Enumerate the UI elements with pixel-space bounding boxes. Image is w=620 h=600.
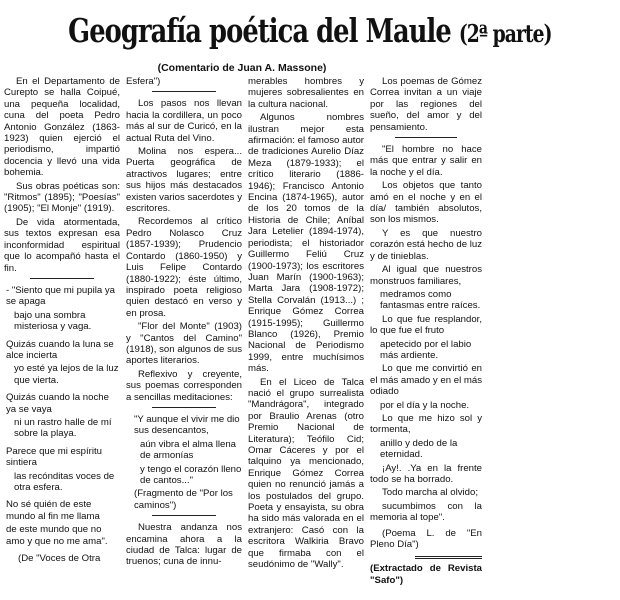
divider <box>152 407 216 408</box>
paragraph: Sus obras poéticas son: "Ritmos" (1895); "Poesías" (1905); "El Monje" (1919). <box>4 180 120 215</box>
paragraph: Los poemas de Gómez Correa invitan a un viaje por las regiones del sueño, del amor y del pensamiento. <box>370 76 482 133</box>
title-area <box>0 0 552 62</box>
verse-line: bajo una sombra misteriosa y vaga. <box>14 309 92 333</box>
verse-line: "Y aunque el vivir me dio sus desencantos, <box>134 413 240 437</box>
source-note: (Fragmento de "Por los caminos") <box>134 488 233 511</box>
verse-line: Todo marcha al olvido; <box>382 487 478 499</box>
verse-line: sucumbimos con la memoria al tope". <box>370 500 482 524</box>
verse-line: las recónditas voces de otra esfera. <box>14 470 115 493</box>
column-2 <box>126 76 242 570</box>
verse-line: Y es que nuestro corazón está hecho de luz y de tinieblas. <box>370 227 483 262</box>
paragraph: Reflexivo y creyente, sus poemas corresponden a sencillas meditaciones: <box>126 368 242 403</box>
verse-line: Quizás cuando la luna se alce incierta <box>6 338 114 361</box>
paragraph: En el Departamento de Curepto se halla Coipué, una pequeña localidad, cuna del poeta Pedro Antonio González (1863-1923) quien ejerció el periodismo, impartió docencia y llevó una vida bohemia. <box>4 76 120 179</box>
paragraph: Molina nos espera... Puerta geográfica de atractivos lugares; entre sus hijos más destacados existen varios sacerdotes y escritores. <box>126 146 242 215</box>
paragraph: Nuestra andanza nos encamina ahora a la ciudad de Talca: lugar de truenos; cuna de innu- <box>126 522 242 568</box>
divider <box>152 91 216 92</box>
title-part: (2ª parte) <box>458 19 552 48</box>
verse-line: No sé quién de este mundo al fin me llama <box>6 499 100 522</box>
verse-line: anillo y dedo de la eternidad. <box>380 437 458 461</box>
paragraph: En el Liceo de Talca nació el grupo surrealista "Mandrágora", integrado por Braulio Arenas (otro Premio Nacional de Literatura); Teófilo Cid; Omar Cáceres y por el talquino ya mencionado, Enrique Gómez Correa quien no renunció jamás a los postulados del grupo. Poeta y ensayista, su obra ha sido más valorada en el extranjero: Casó con la escritora Walkiria Bravo que firmaba con el seudónimo de "Wally". <box>248 376 364 571</box>
verse-line: apetecido por el labio más ardiente. <box>380 338 472 361</box>
divider <box>30 278 94 279</box>
divider <box>395 137 457 138</box>
subtitle: (Comentario de Juan A. Massone) <box>157 62 327 74</box>
verse-line: Lo que me convirtió en el más amado y en el más odiado <box>370 363 482 398</box>
verse-line: y tengo el corazón lleno de cantos..." <box>140 463 242 486</box>
paragraph: De vida atormentada, sus textos expresan esa inconformidad espiritual que lo acompañó hasta el fin. <box>4 216 120 274</box>
title-main: Geografía poética del Maule <box>68 11 451 50</box>
page-title <box>68 0 551 65</box>
paragraph: merables hombres y mujeres sobresalientes en la cultura nacional. <box>248 76 364 110</box>
verse-line: ¡Ay!. .Ya en la frente todo se ha borrado. <box>370 462 482 485</box>
verse-line: yo esté ya lejos de la luz que vierta. <box>14 363 119 386</box>
paragraph: "Flor del Monte" (1903) y "Cantos del Camino" (1918), son algunos de sus aportes literarios. <box>126 321 242 367</box>
verse-line: Al igual que nuestros monstruos familiares, <box>370 264 482 287</box>
column-4 <box>370 76 482 588</box>
column-3 <box>248 76 364 572</box>
verse-line: aún vibra el alma llena de armonías <box>140 438 236 462</box>
verse-line: - "Siento que mi pupila ya se apaga <box>6 284 115 308</box>
verse-line: Parece que mi espíritu sintiera <box>6 445 102 469</box>
verse-line: por el día y la noche. <box>380 399 470 411</box>
source-note: Esfera") <box>126 76 161 87</box>
verse-line: Quizás cuando la noche ya se vaya <box>6 392 109 415</box>
source-note: (De "Voces de Otra <box>18 553 101 565</box>
paragraph: Algunos nombres ilustran mejor esta afirmación: el famoso autor de tradiciones Aurelio Díaz Meza (1879-1933); el crítico literario (1886-1946); Francisco Antonio Encina (1874-1965), autor de los 20 tomos de la Historia de Chile; Aníbal Jara Letelier (1894-1974), periodista; el historiador Guillermo Feliú Cruz (1900-1973); los escritores Juan Marín (1900-1963); Marta Jara (1908-1972); Stella Corvalán (1913...) ; Enrique Gómez Correa (1915-1995); Guillermo Blanco (1926), Premio Nacional de Periodismo 1999, entre muchísimos más. <box>248 112 364 375</box>
credit-note: (Extractado de Revista "Safo") <box>370 563 482 586</box>
verse-line: de este mundo que no amo y que no me ama". <box>6 524 108 547</box>
verse-line: "El hombre no hace más que entrar y salir en la noche y el día. <box>370 144 482 178</box>
column-1 <box>4 76 120 566</box>
verse-line: ni un rastro halle de mí sobre la playa. <box>14 416 112 440</box>
verse-line: medramos como fantasmas entre raíces. <box>380 288 481 312</box>
divider <box>152 515 216 516</box>
divider <box>415 556 482 559</box>
verse-line: Los objetos que tanto amó en el noche y en el día/ también absolutos, son los mismos. <box>370 180 482 226</box>
paragraph: Recordemos al crítico Pedro Nolasco Cruz (1857-1939); Prudencio Contardo (1860-1950) y Luis Felipe Contardo (1880-1922); éste último, inspirado poeta religioso quien destacó en verso y en prosa. <box>126 216 242 319</box>
verse-line: Lo que me hizo sol y tormenta, <box>370 412 482 436</box>
source-note: (Poema L. de "En Pleno Día") <box>370 527 482 551</box>
verse-line: Lo que fue resplandor, lo que fue el fruto <box>370 313 482 337</box>
paragraph: Los pasos nos llevan hacia la cordillera, un poco más al sur de Curicó, en la actual Ruta del Vino. <box>126 98 242 144</box>
